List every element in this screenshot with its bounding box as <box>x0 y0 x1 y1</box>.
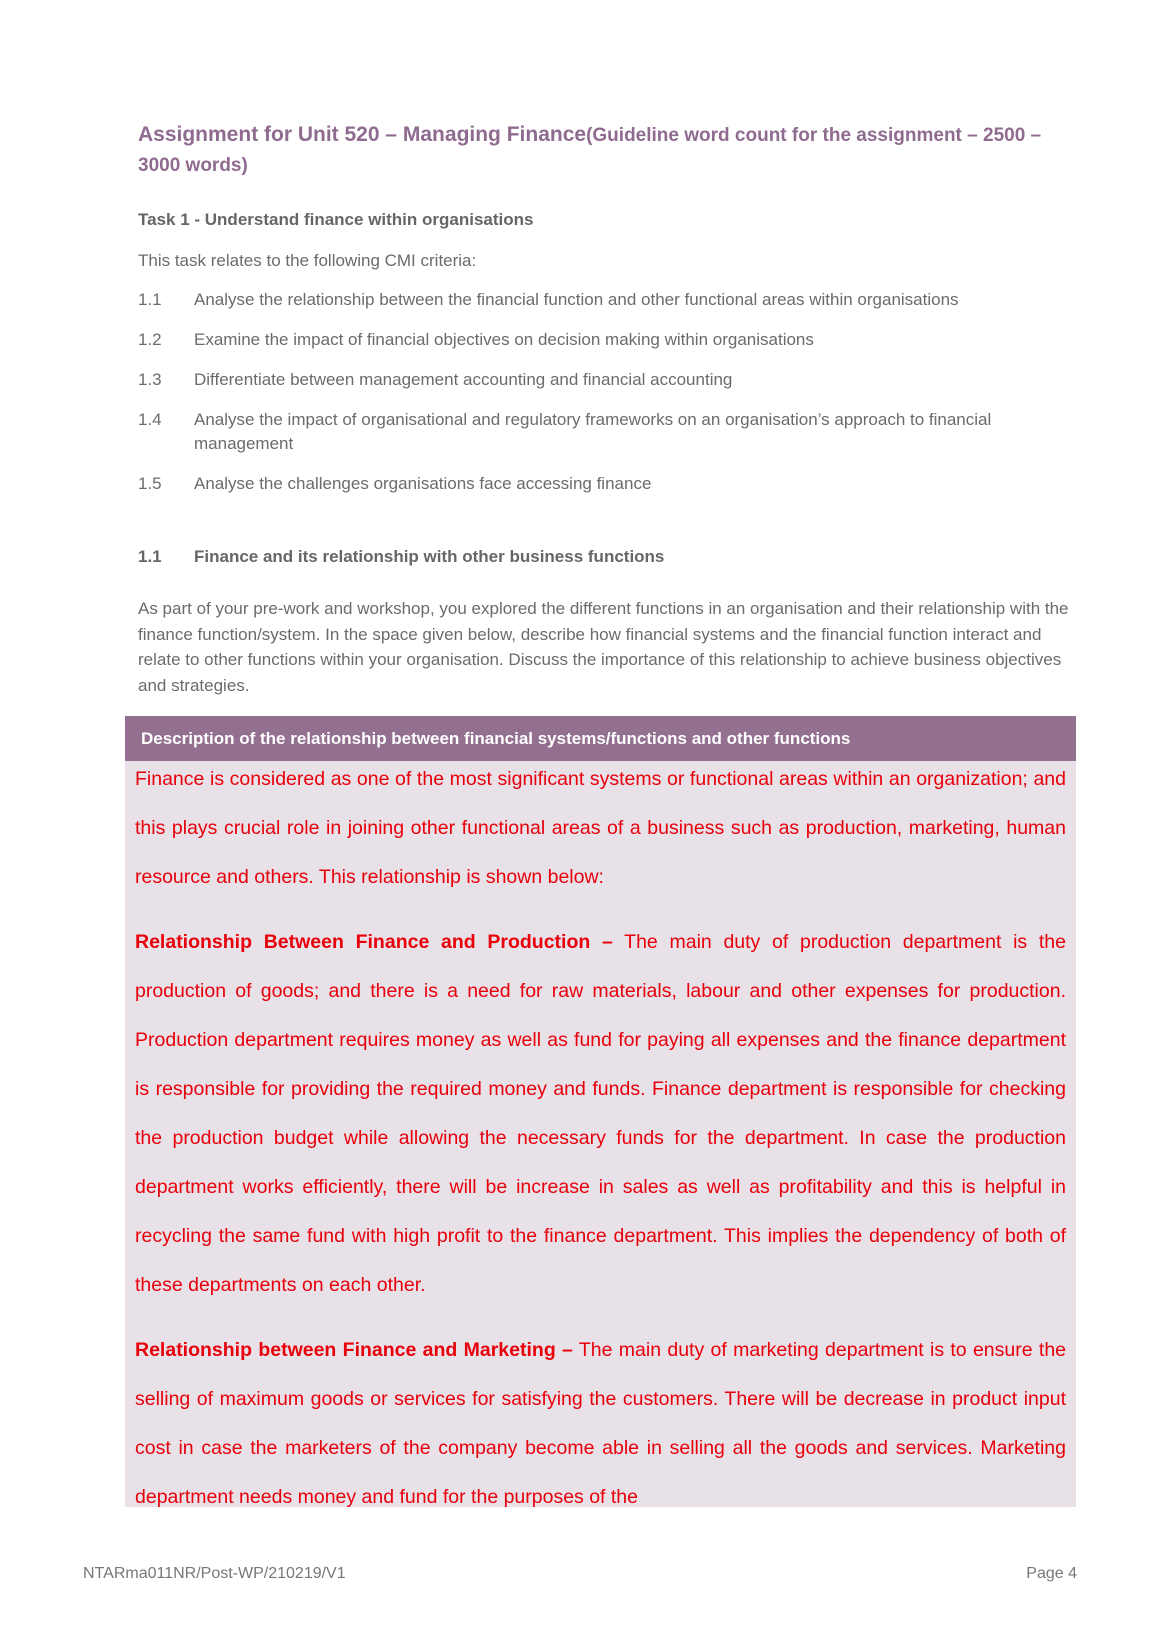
criteria-number: 1.5 <box>138 474 162 493</box>
title-guideline: (Guideline word count for the assignment – 2500 – 3000 words) <box>138 125 1042 176</box>
task-intro: This task relates to the following CMI criteria: <box>138 251 477 270</box>
criteria-text: Analyse the relationship between the financial function and other functional areas within organisations <box>194 290 959 309</box>
answer-paragraph-marketing <box>135 1326 1066 1507</box>
title-main: Assignment for Unit 520 – Managing Finance <box>138 123 587 146</box>
production-heading: Relationship Between Finance and Production – <box>135 931 613 953</box>
criteria-text: Differentiate between management accounting and financial accounting <box>194 370 733 389</box>
answer-box[interactable] <box>125 761 1076 1507</box>
marketing-text: The main duty of marketing department is to ensure the selling of maximum goods or services for satisfying the customers. There will be decrease in product input cost in case the marketers of the company become able in selling all the goods and services. Marketing department needs money and fund for the purposes of the <box>135 1339 1067 1507</box>
section-paragraph: As part of your pre-work and workshop, you explored the different functions in an organisation and their relationship with the finance function/system. In the space given below, describe how financial systems and the financial function interact and relate to other functions within your organisation. Discuss the importance of this relationship to achieve business objectives and strategies. <box>138 599 1069 695</box>
criteria-item <box>138 328 1068 352</box>
criteria-item <box>138 288 1068 312</box>
answer-paragraph-intro: Finance is considered as one of the most significant systems or functional areas within an organization; and this plays crucial role in joining other functional areas of a business such as production, marketing, human resource and others. This relationship is shown below: <box>135 768 1066 888</box>
answer-paragraph-production <box>135 918 1066 1310</box>
task-heading: Task 1 - Understand finance within organisations <box>138 210 534 229</box>
criteria-item <box>138 472 1068 496</box>
criteria-text: Examine the impact of financial objectives on decision making within organisations <box>194 330 814 349</box>
criteria-text: Analyse the impact of organisational and regulatory frameworks on an organisation’s approach to financial management <box>194 410 992 453</box>
answer-box-header: Description of the relationship between financial systems/functions and other functions <box>125 716 1076 761</box>
criteria-item <box>138 408 1068 456</box>
criteria-number: 1.3 <box>138 370 162 389</box>
criteria-number: 1.2 <box>138 330 162 349</box>
criteria-list <box>138 288 1068 496</box>
criteria-item <box>138 368 1068 392</box>
footer-page-number: Page 4 <box>1026 1565 1077 1582</box>
criteria-text: Analyse the challenges organisations face accessing finance <box>194 474 652 493</box>
production-text: The main duty of production department is the production of goods; and there is a need for raw materials, labour and other expenses for production. Production department requires money as well as fund for paying all expenses and the finance department is responsible for providing the required money and funds. Finance department is responsible for checking the production budget while allowing the necessary funds for the department. In case the production department works efficiently, there will be increase in sales as well as profitability and this is helpful in recycling the same fund with high profit to the finance department. This implies the dependency of both of these departments on each other. <box>135 931 1066 1296</box>
section-number: 1.1 <box>138 547 162 566</box>
section-title: Finance and its relationship with other business functions <box>194 547 665 566</box>
section-heading <box>138 547 664 567</box>
assignment-title <box>138 120 1068 180</box>
footer-doc-ref: NTARma011NR/Post-WP/210219/V1 <box>83 1565 346 1582</box>
criteria-number: 1.4 <box>138 410 162 429</box>
marketing-heading: Relationship between Finance and Marketing – <box>135 1339 573 1361</box>
criteria-number: 1.1 <box>138 290 162 309</box>
